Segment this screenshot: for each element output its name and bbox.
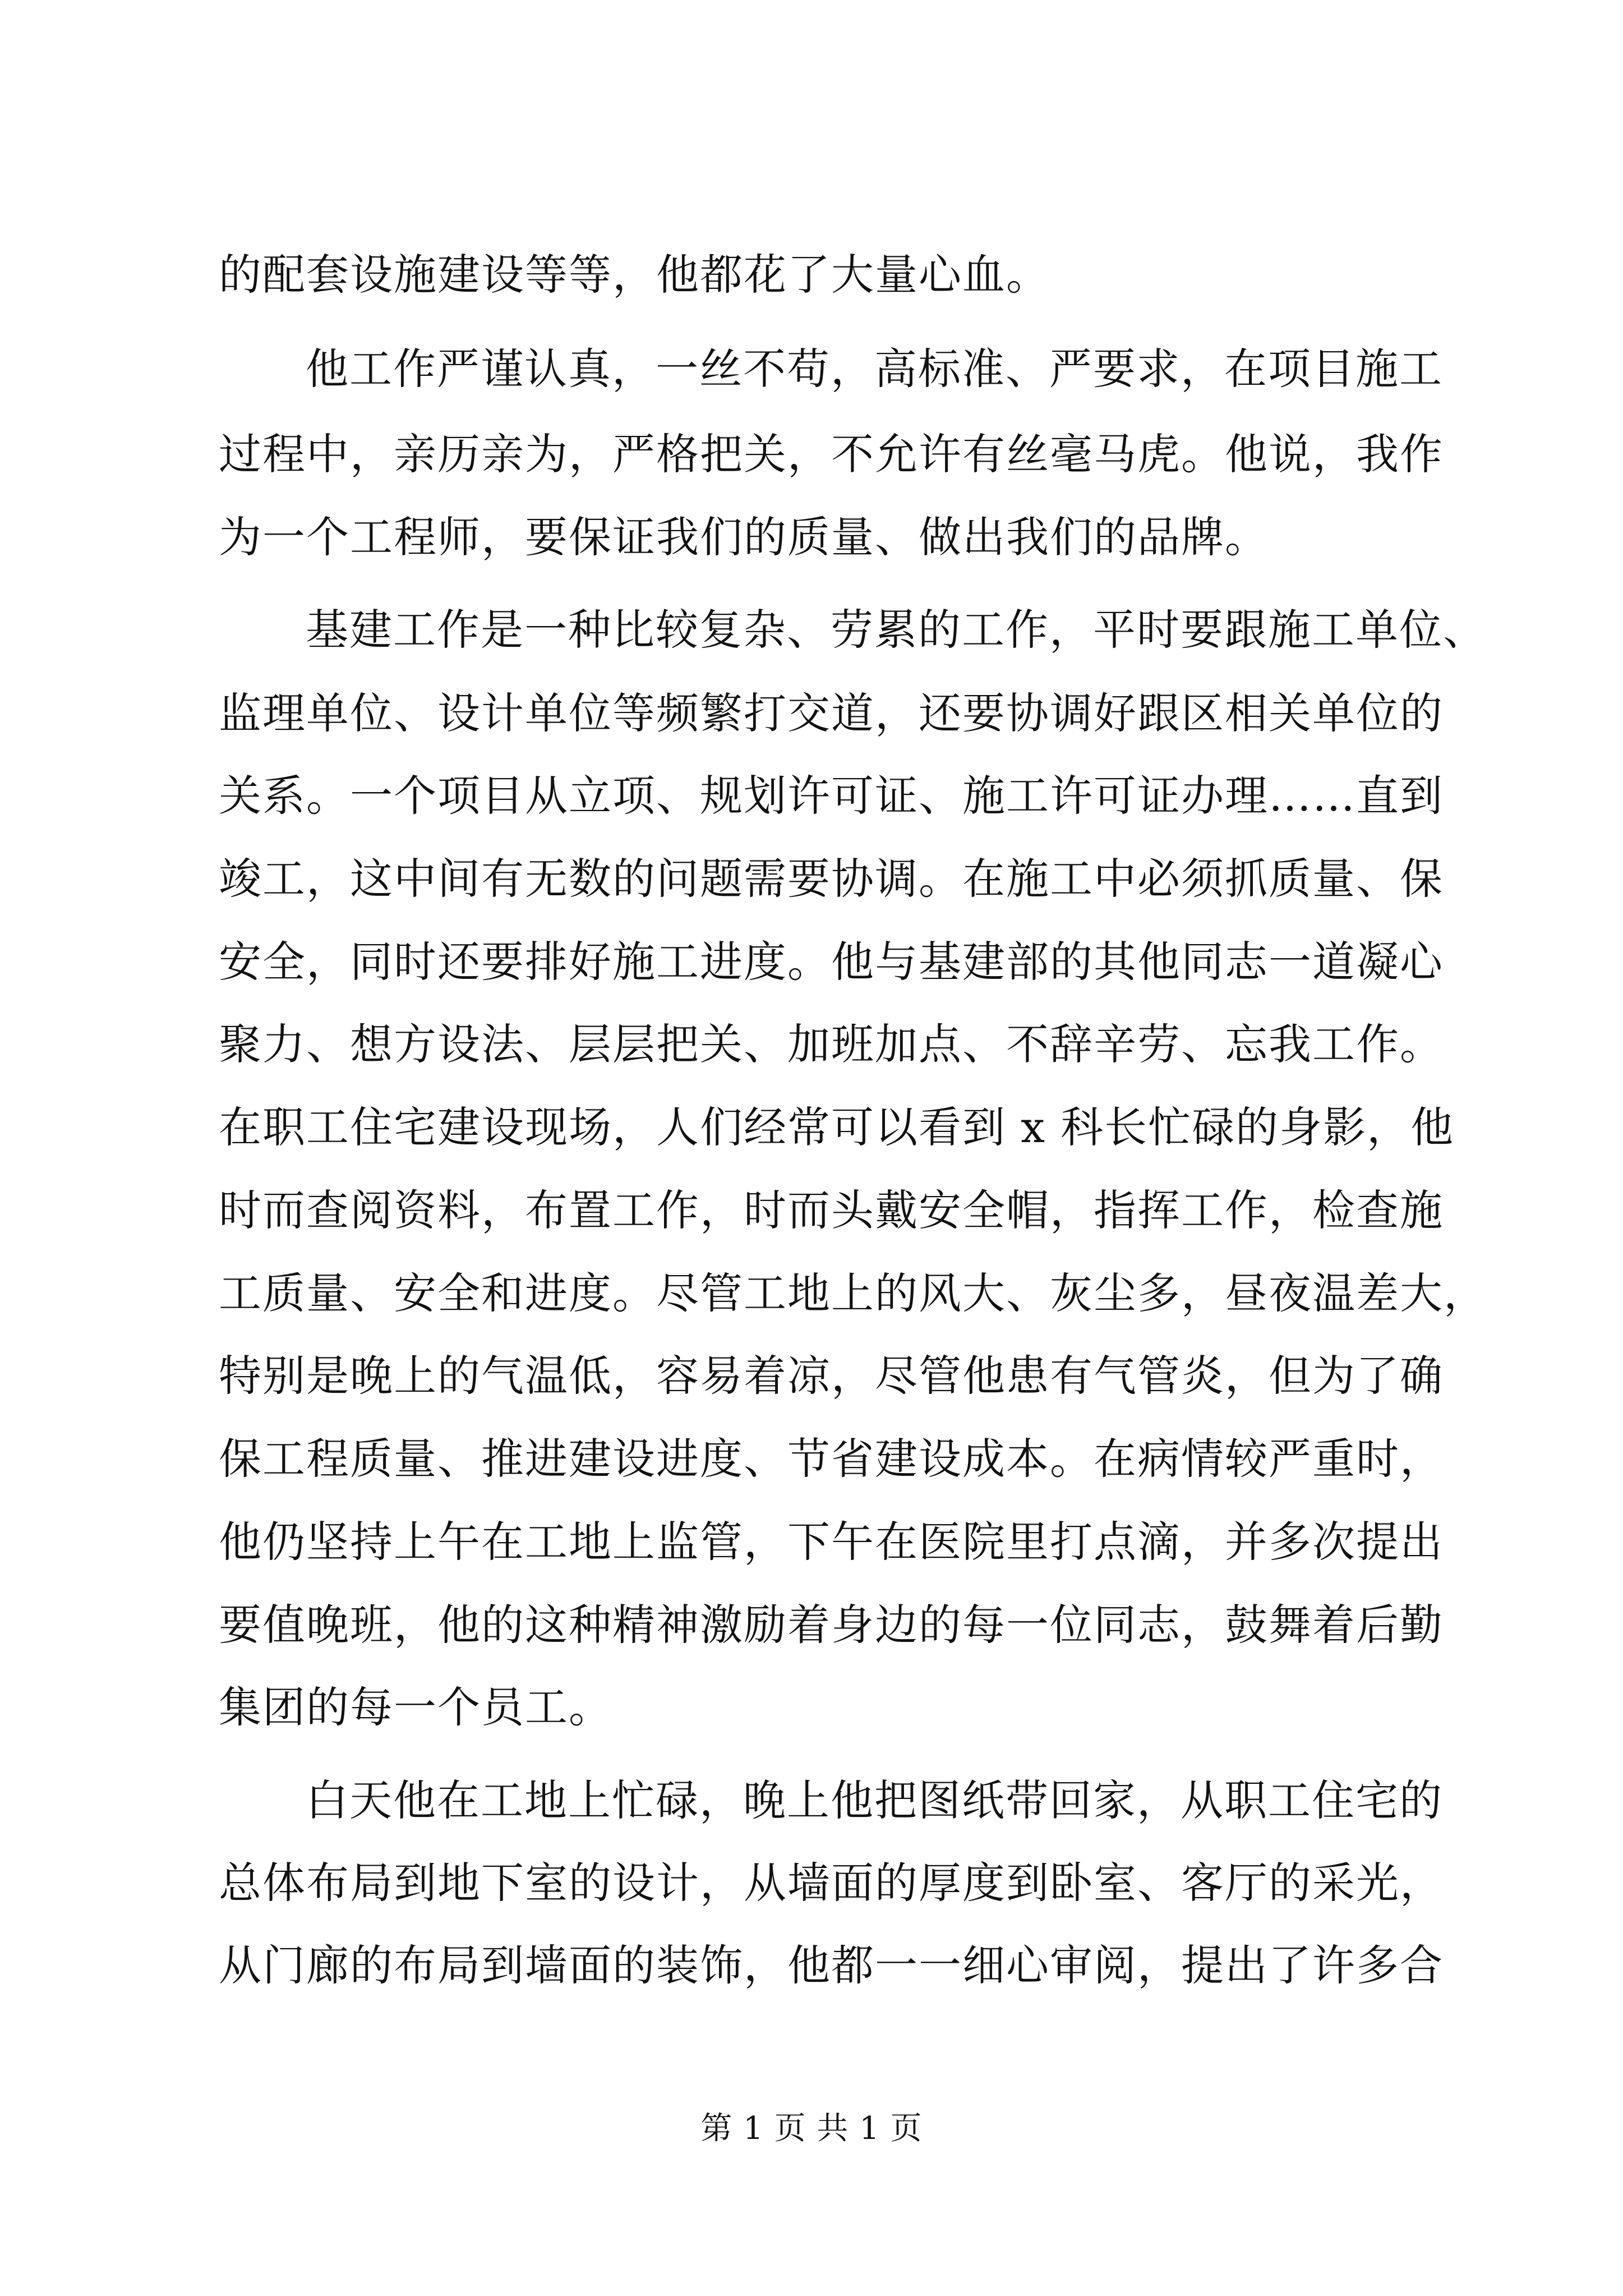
paragraph-3-line-14: 集团的每一个员工。	[219, 1682, 612, 1732]
paragraph-3-line-8: 时而查阅资料，布置工作，时而头戴安全帽，指挥工作，检查施	[219, 1185, 1444, 1235]
paragraph-3-line-6: 聚力、想方设法、层层把关、加班加点、不辞辛劳、忘我工作。	[219, 1019, 1444, 1069]
paragraph-3-line-1: 基建工作是一种比较复杂、劳累的工作，平时要跟施工单位、	[306, 605, 1487, 655]
paragraph-4-line-1: 白天他在工地上忙碌，晚上他把图纸带回家，从职工住宅的	[306, 1775, 1443, 1825]
paragraph-3-line-2: 监理单位、设计单位等频繁打交道，还要协调好跟区相关单位的	[219, 688, 1444, 738]
paragraph-3-line-10: 特别是晚上的气温低，容易着凉，尽管他患有气管炎，但为了确	[219, 1351, 1444, 1401]
paragraph-2-line-1: 他工作严谨认真，一丝不苟，高标准、严要求，在项目施工	[306, 344, 1443, 394]
paragraph-3-line-9: 工质量、安全和进度。尽管工地上的风大、灰尘多，昼夜温差大，	[219, 1268, 1487, 1318]
paragraph-3-line-5: 安全，同时还要排好施工进度。他与基建部的其他同志一道凝心	[219, 937, 1444, 987]
paragraph-4-line-2: 总体布局到地下室的设计，从墙面的厚度到卧室、客厅的采光，	[219, 1858, 1444, 1908]
paragraph-3-line-12: 他仍坚持上午在工地上监管，下午在医院里打点滴，并多次提出	[219, 1517, 1444, 1567]
paragraph-1-line-1: 的配套设施建设等等，他都花了大量心血。	[219, 250, 1050, 300]
paragraph-2-line-2: 过程中，亲历亲为，严格把关，不允许有丝毫马虎。他说，我作	[219, 429, 1444, 479]
paragraph-3-line-3: 关系。一个项目从立项、规划许可证、施工许可证办理……直到	[219, 771, 1444, 821]
paragraph-3-line-13: 要值晚班，他的这种精神激励着身边的每一位同志，鼓舞着后勤	[219, 1600, 1444, 1650]
paragraph-3-line-7: 在职工住宅建设现场，人们经常可以看到 x 科长忙碌的身影，他	[219, 1102, 1455, 1152]
paragraph-3-line-4: 竣工，这中间有无数的问题需要协调。在施工中必须抓质量、保	[219, 854, 1444, 904]
paragraph-4-line-3: 从门廊的布局到墙面的装饰，他都一一细心审阅，提出了许多合	[219, 1940, 1444, 1990]
paragraph-3-line-11: 保工程质量、推进建设进度、节省建设成本。在病情较严重时，	[219, 1434, 1444, 1484]
paragraph-2-line-3: 为一个工程师，要保证我们的质量、做出我们的品牌。	[219, 512, 1269, 562]
page-number-footer: 第 1 页 共 1 页	[700, 2110, 923, 2147]
